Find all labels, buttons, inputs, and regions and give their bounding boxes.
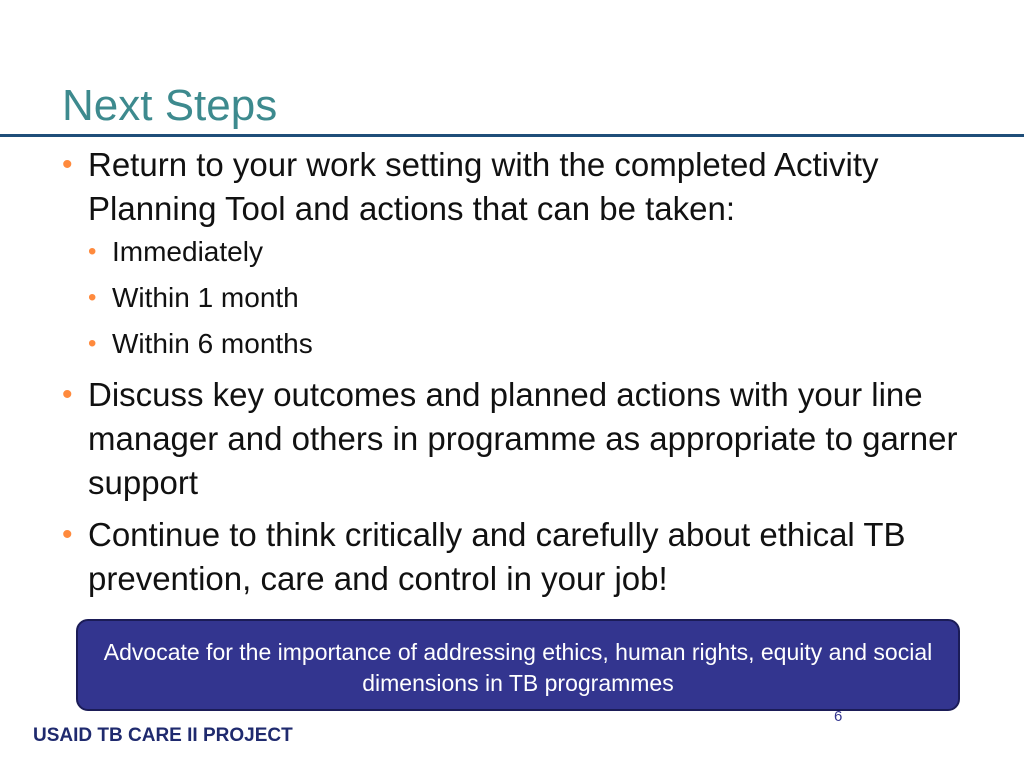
- sub-bullet-item: [88, 235, 1002, 269]
- sub-bullet-text: Immediately: [112, 236, 263, 267]
- bullet-dot-icon: •: [88, 284, 97, 311]
- sub-bullet-list: [88, 235, 1002, 361]
- page-number: 6: [834, 708, 843, 725]
- bullet-item: [62, 143, 1002, 361]
- sub-bullet-item: [88, 327, 1002, 361]
- sub-bullet-text: Within 6 months: [112, 328, 313, 359]
- title-divider: [0, 134, 1024, 137]
- bullet-text: Continue to think critically and carefully about ethical TB prevention, care and control in your job!: [88, 516, 906, 597]
- bullet-dot-icon: •: [62, 518, 73, 551]
- slide-title: Next Steps: [62, 81, 278, 130]
- callout-box: Advocate for the importance of addressing ethics, human rights, equity and social dimensions in TB programmes: [76, 619, 960, 711]
- bullet-dot-icon: •: [62, 378, 73, 411]
- bullet-dot-icon: •: [62, 148, 73, 181]
- bullet-item: [62, 373, 1002, 505]
- bullet-dot-icon: •: [88, 238, 97, 265]
- bullet-list: [62, 143, 1002, 601]
- bullet-dot-icon: •: [88, 330, 97, 357]
- sub-bullet-text: Within 1 month: [112, 282, 299, 313]
- sub-bullet-item: [88, 281, 1002, 315]
- bullet-text: Return to your work setting with the completed Activity Planning Tool and actions that can be taken:: [88, 146, 879, 227]
- bullet-item: [62, 513, 1002, 601]
- bullet-text: Discuss key outcomes and planned actions with your line manager and others in programme as appropriate to garner support: [88, 376, 958, 501]
- footer-logo: USAID TB CARE II PROJECT: [33, 725, 293, 746]
